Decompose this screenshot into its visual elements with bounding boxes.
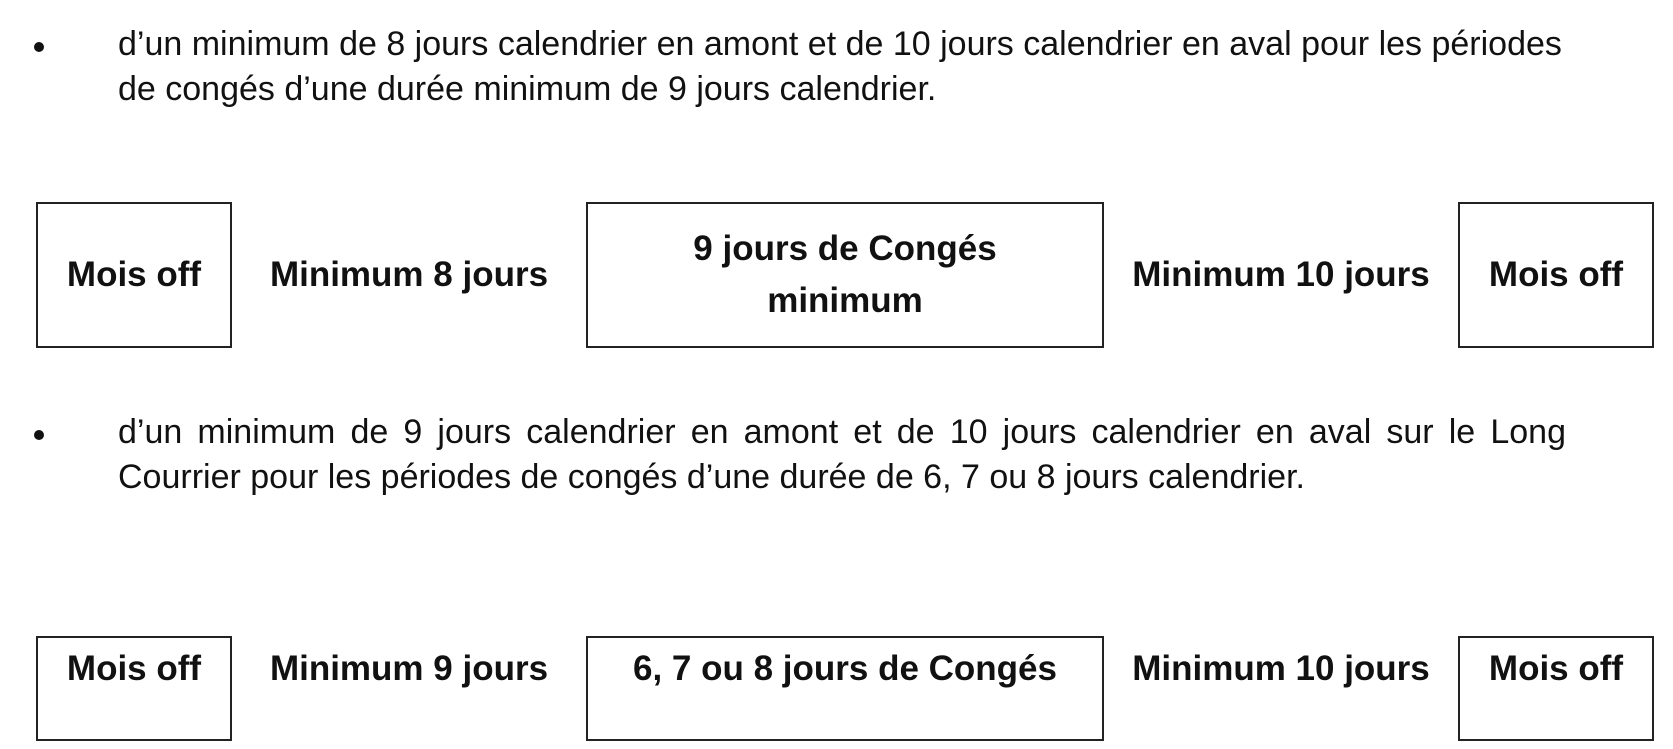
bullet-icon <box>34 430 44 440</box>
gap-label-left: Minimum 9 jours <box>269 649 549 688</box>
bullet-icon <box>34 42 44 52</box>
gap-label-left: Minimum 8 jours <box>269 255 549 294</box>
mois-off-box-right: Mois off <box>1458 636 1654 741</box>
bullet-text-1: d’un minimum de 8 jours calendrier en amont et de 10 jours calendrier en aval pour les périodes de congés d’une durée minimum de 9 jours calendrier. <box>118 25 1562 108</box>
conges-box: 6, 7 ou 8 jours de Congés <box>586 636 1104 741</box>
timeline-diagram-1 <box>0 202 1673 348</box>
bullet-item-2 <box>0 410 1673 550</box>
gap-label-right: Minimum 10 jours <box>1132 255 1430 294</box>
timeline-diagram-2 <box>0 636 1673 741</box>
gap-label-right: Minimum 10 jours <box>1132 649 1430 688</box>
mois-off-box-right: Mois off <box>1458 202 1654 348</box>
bullet-item-1 <box>0 22 1673 112</box>
conges-box: 9 jours de Congés minimum <box>586 202 1104 348</box>
mois-off-box-left: Mois off <box>36 636 232 741</box>
mois-off-box-left: Mois off <box>36 202 232 348</box>
bullet-text-2: d’un minimum de 9 jours calendrier en amont et de 10 jours calendrier en aval sur le Long Courrier pour les périodes de congés d’une durée de 6, 7 ou 8 jours calendrier. <box>118 413 1566 496</box>
